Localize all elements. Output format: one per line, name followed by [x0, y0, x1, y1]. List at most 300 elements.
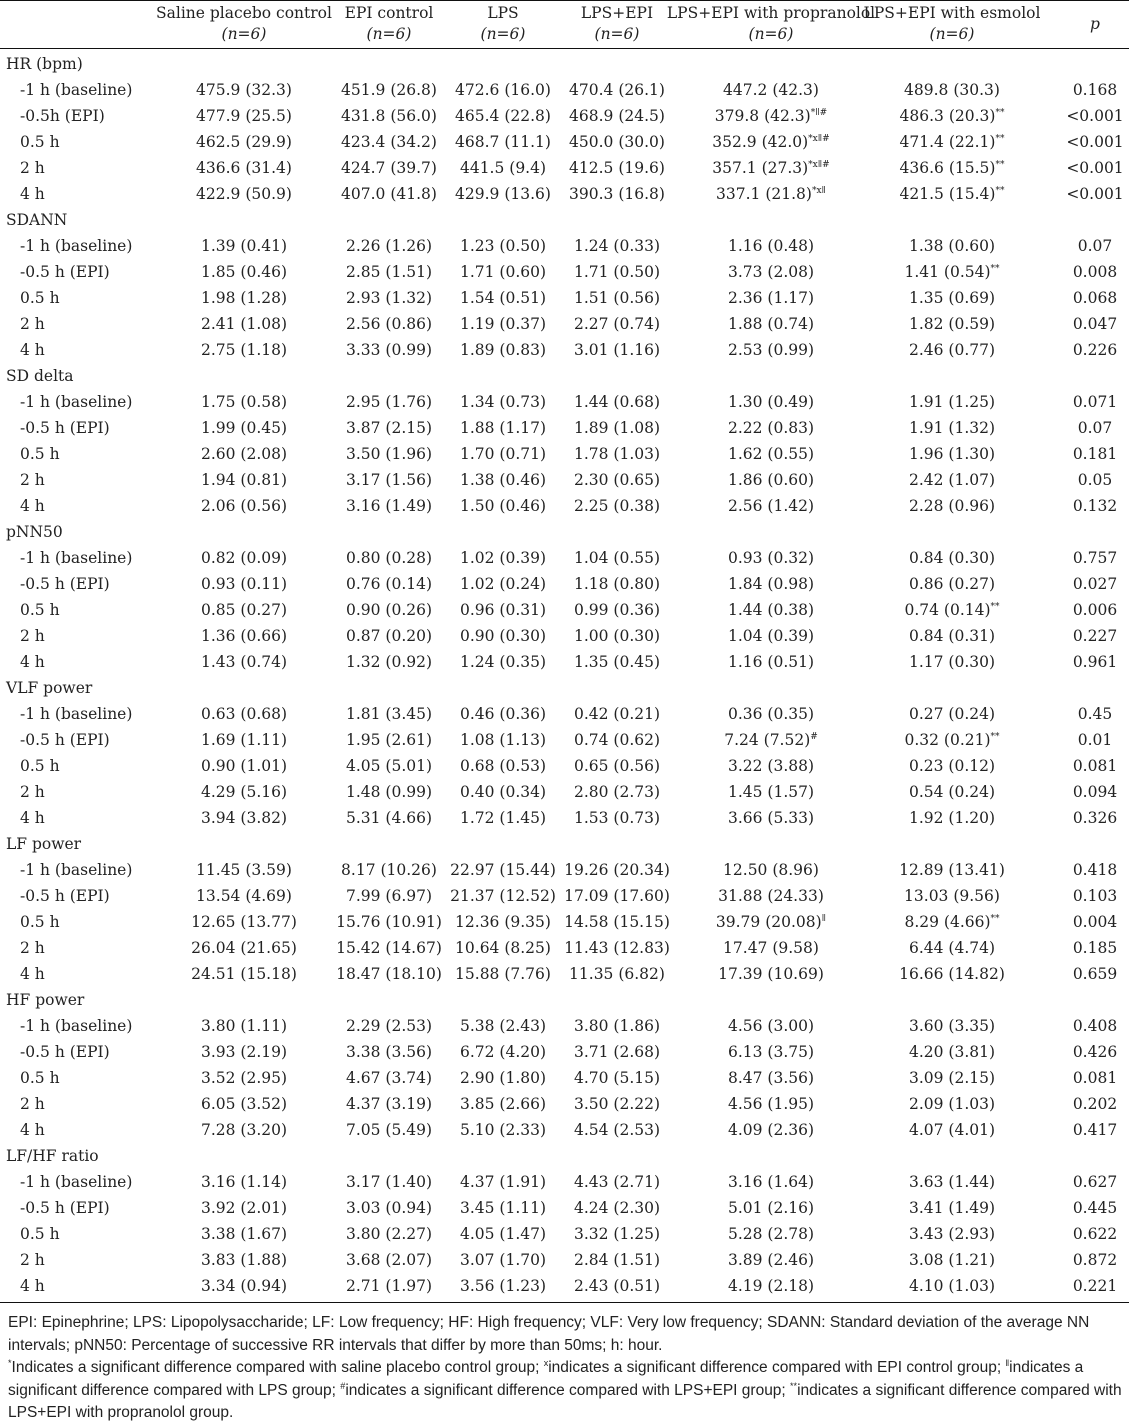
data-cell [681, 493, 861, 519]
significance-marker: *xǁ# [808, 134, 830, 144]
data-cell [527, 1221, 707, 1247]
table-row [0, 389, 1129, 415]
p-value: 0.202 [1072, 1095, 1118, 1113]
data-cell [862, 259, 1042, 285]
cell-value: 7.24 (7.52) [724, 731, 811, 749]
cell-value: 2.42 (1.07) [908, 471, 996, 489]
cell-value: 0.90 (1.01) [200, 757, 288, 775]
table-row [0, 1247, 1129, 1273]
table-footnotes [8, 1312, 1123, 1425]
cell-value: 3.93 (2.19) [200, 1043, 288, 1061]
row-label: 2 h [20, 939, 45, 957]
cell-value: 2.60 (2.08) [200, 445, 288, 463]
significance-marker: ** [995, 160, 1005, 170]
cell-value: 1.43 (0.74) [200, 653, 288, 671]
cell-value: 0.87 (0.20) [345, 627, 433, 645]
cell-value: 14.58 (15.15) [564, 913, 670, 931]
table-row [0, 649, 1129, 675]
cell-value: 3.09 (2.15) [908, 1069, 996, 1087]
data-cell [527, 441, 707, 467]
cell-value: 357.1 (27.3) [712, 159, 809, 177]
cell-value: 1.39 (0.41) [200, 237, 288, 255]
cell-value: 3.41 (1.49) [908, 1199, 996, 1217]
data-cell [681, 961, 861, 987]
cell-value: 5.10 (2.33) [459, 1121, 547, 1139]
cell-value: 1.72 (1.45) [459, 809, 547, 827]
data-cell [681, 545, 861, 571]
data-cell [862, 233, 1042, 259]
cell-value: 337.1 (21.8) [716, 185, 812, 203]
cell-value: 1.45 (1.57) [727, 783, 815, 801]
cell-value: 1.95 (2.61) [345, 731, 433, 749]
table-row [0, 701, 1129, 727]
table-row [0, 909, 1129, 935]
cell-value: 0.85 (0.27) [200, 601, 288, 619]
cell-value: 1.38 (0.46) [459, 471, 547, 489]
p-value: 0.004 [1072, 913, 1118, 931]
cell-value: 2.46 (0.77) [908, 341, 996, 359]
cell-value: 2.26 (1.26) [345, 237, 433, 255]
p-value: 0.094 [1072, 783, 1118, 801]
cell-value: 3.17 (1.56) [345, 471, 433, 489]
row-label: 4 h [20, 185, 45, 203]
column-title: Saline placebo control [156, 4, 332, 22]
row-label: 0.5 h [20, 601, 60, 619]
row-label: 4 h [20, 497, 45, 515]
cell-value: 4.10 (1.03) [908, 1277, 996, 1295]
cell-value: 8.47 (3.56) [727, 1069, 815, 1087]
section-label: HF power [6, 991, 85, 1009]
data-cell [527, 181, 707, 207]
cell-value: 2.56 (1.42) [727, 497, 815, 515]
table-row [0, 493, 1129, 519]
table-row [0, 545, 1129, 571]
table-row [0, 883, 1129, 909]
cell-value: 3.73 (2.08) [727, 263, 815, 281]
data-cell [681, 935, 861, 961]
cell-value: 3.38 (3.56) [345, 1043, 433, 1061]
cell-value: 3.80 (2.27) [345, 1225, 433, 1243]
cell-value: 468.7 (11.1) [455, 133, 551, 151]
cell-value: 3.50 (2.22) [573, 1095, 661, 1113]
data-cell [681, 623, 861, 649]
data-cell [527, 805, 707, 831]
data-cell [862, 415, 1042, 441]
cell-value: 2.41 (1.08) [200, 315, 288, 333]
cell-value: 1.88 (1.17) [459, 419, 547, 437]
data-cell [681, 77, 861, 103]
cell-value: 3.60 (3.35) [908, 1017, 996, 1035]
data-cell [527, 1091, 707, 1117]
p-value: <0.001 [1066, 107, 1124, 125]
cell-value: 11.45 (3.59) [196, 861, 292, 879]
cell-value: 1.48 (0.99) [345, 783, 433, 801]
cell-value: 1.35 (0.45) [573, 653, 661, 671]
cell-value: 11.43 (12.83) [564, 939, 670, 957]
cell-value: 1.82 (0.59) [908, 315, 996, 333]
cell-value: 3.56 (1.23) [459, 1277, 547, 1295]
data-cell [681, 311, 861, 337]
data-cell [681, 233, 861, 259]
cell-value: 0.42 (0.21) [573, 705, 661, 723]
cell-value: 7.28 (3.20) [200, 1121, 288, 1139]
cell-value: 12.89 (13.41) [899, 861, 1005, 879]
cell-value: 0.86 (0.27) [908, 575, 996, 593]
column-n: (n=6) [366, 25, 412, 43]
cell-value: 1.88 (0.74) [727, 315, 815, 333]
cell-value: 1.19 (0.37) [459, 315, 547, 333]
cell-value: 0.32 (0.21) [904, 731, 991, 749]
cell-value: 15.42 (14.67) [336, 939, 442, 957]
data-cell [862, 129, 1042, 155]
cell-value: 4.29 (5.16) [200, 783, 288, 801]
cell-value: 12.36 (9.35) [455, 913, 551, 931]
row-label: -1 h (baseline) [20, 705, 133, 723]
cell-value: 6.05 (3.52) [200, 1095, 288, 1113]
cell-value: 10.64 (8.25) [455, 939, 551, 957]
data-cell [862, 493, 1042, 519]
data-cell [862, 779, 1042, 805]
significance-marker: ** [995, 134, 1005, 144]
significance-marker: *ǁ# [810, 108, 828, 118]
cell-value: 4.54 (2.53) [573, 1121, 661, 1139]
cell-value: 1.86 (0.60) [727, 471, 815, 489]
cell-value: 0.84 (0.30) [908, 549, 996, 567]
row-label: 2 h [20, 627, 45, 645]
cell-value: 1.96 (1.30) [908, 445, 996, 463]
data-cell [681, 857, 861, 883]
cell-value: 6.13 (3.75) [727, 1043, 815, 1061]
header-rule [0, 48, 1129, 49]
data-cell [527, 1065, 707, 1091]
p-value: 0.227 [1072, 627, 1118, 645]
cell-value: 1.04 (0.55) [573, 549, 661, 567]
table-row [0, 597, 1129, 623]
data-cell [681, 1221, 861, 1247]
row-label: 0.5 h [20, 757, 60, 775]
data-cell [681, 1091, 861, 1117]
row-label: 2 h [20, 783, 45, 801]
data-cell [527, 649, 707, 675]
cell-value: 3.08 (1.21) [908, 1251, 996, 1269]
table-row [0, 857, 1129, 883]
table-row [0, 259, 1129, 285]
row-label: 4 h [20, 653, 45, 671]
row-label: -1 h (baseline) [20, 237, 133, 255]
table-row [0, 129, 1129, 155]
cell-value: 1.50 (0.46) [459, 497, 547, 515]
data-cell [527, 857, 707, 883]
cell-value: 3.16 (1.49) [345, 497, 433, 515]
data-cell [862, 1195, 1042, 1221]
p-value: 0.418 [1072, 861, 1118, 879]
cell-value: 1.02 (0.24) [459, 575, 547, 593]
cell-value: 1.89 (1.08) [573, 419, 661, 437]
cell-value: 2.29 (2.53) [345, 1017, 433, 1035]
table-row [0, 77, 1129, 103]
cell-value: 3.01 (1.16) [573, 341, 661, 359]
cell-value: 3.50 (1.96) [345, 445, 433, 463]
cell-value: 465.4 (22.8) [455, 107, 551, 125]
cell-value: 0.40 (0.34) [459, 783, 547, 801]
table-row [0, 1273, 1129, 1299]
cell-value: 3.52 (2.95) [200, 1069, 288, 1087]
cell-value: 26.04 (21.65) [191, 939, 297, 957]
data-cell [681, 129, 861, 155]
table-row [0, 1013, 1129, 1039]
cell-value: 19.26 (20.34) [564, 861, 670, 879]
data-cell [862, 155, 1042, 181]
table-row [0, 1195, 1129, 1221]
cell-value: 390.3 (16.8) [569, 185, 665, 203]
significance-marker: ** [990, 732, 1000, 742]
top-rule [0, 0, 1129, 1]
footnote-text: indicates a significant difference compared with EPI control group; [548, 1359, 1006, 1376]
cell-value: 1.17 (0.30) [908, 653, 996, 671]
cell-value: 3.07 (1.70) [459, 1251, 547, 1269]
cell-value: 2.75 (1.18) [200, 341, 288, 359]
data-cell [681, 285, 861, 311]
row-label: 4 h [20, 1121, 45, 1139]
p-value: 0.622 [1072, 1225, 1118, 1243]
p-value: 0.081 [1072, 757, 1118, 775]
data-cell [527, 155, 707, 181]
footnote-text: indicates a significant difference compared with LPS+EPI group; [345, 1381, 791, 1399]
cell-value: 5.01 (2.16) [727, 1199, 815, 1217]
table-row [0, 571, 1129, 597]
cell-value: 429.9 (13.6) [455, 185, 551, 203]
column-title: LPS+EPI with propranolol [666, 4, 876, 22]
cell-value: 7.05 (5.49) [345, 1121, 433, 1139]
row-label: -0.5 h (EPI) [20, 887, 110, 905]
significance-marker: ** [990, 914, 1000, 924]
data-cell [527, 415, 707, 441]
cell-value: 1.23 (0.50) [459, 237, 547, 255]
data-cell [862, 389, 1042, 415]
data-cell [527, 493, 707, 519]
data-cell [527, 883, 707, 909]
column-n: (n=6) [480, 25, 526, 43]
data-cell [862, 961, 1042, 987]
cell-value: 2.36 (1.17) [727, 289, 815, 307]
significance-marker: ** [995, 108, 1005, 118]
cell-value: 407.0 (41.8) [341, 185, 437, 203]
table-row [0, 311, 1129, 337]
cell-value: 1.08 (1.13) [459, 731, 547, 749]
data-cell [527, 935, 707, 961]
p-value: 0.445 [1072, 1199, 1118, 1217]
row-label: 4 h [20, 965, 45, 983]
cell-value: 4.37 (3.19) [345, 1095, 433, 1113]
row-label: -1 h (baseline) [20, 1017, 133, 1035]
significance-marker: ǁ [821, 914, 827, 924]
cell-value: 4.05 (5.01) [345, 757, 433, 775]
cell-value: 1.71 (0.60) [459, 263, 547, 281]
row-label: 2 h [20, 1095, 45, 1113]
data-cell [527, 1013, 707, 1039]
row-label: -0.5 h (EPI) [20, 1043, 110, 1061]
data-cell [862, 1091, 1042, 1117]
section-row [0, 987, 1129, 1013]
cell-value: 4.19 (2.18) [727, 1277, 815, 1295]
column-n: (n=6) [221, 25, 267, 43]
data-cell [681, 155, 861, 181]
row-label: 2 h [20, 315, 45, 333]
footnote-symbol: ** [790, 1380, 798, 1391]
significance-note [8, 1357, 1123, 1425]
data-cell [527, 1195, 707, 1221]
significance-marker: ** [990, 264, 1000, 274]
table-row [0, 779, 1129, 805]
cell-value: 2.25 (0.38) [573, 497, 661, 515]
cell-value: 1.36 (0.66) [200, 627, 288, 645]
cell-value: 3.38 (1.67) [200, 1225, 288, 1243]
cell-value: 3.80 (1.11) [200, 1017, 288, 1035]
cell-value: 3.45 (1.11) [459, 1199, 547, 1217]
p-value: 0.008 [1072, 263, 1118, 281]
row-label: 0.5 h [20, 133, 60, 151]
p-value: 0.168 [1072, 81, 1118, 99]
cell-value: 470.4 (26.1) [569, 81, 665, 99]
row-label: 0.5 h [20, 1069, 60, 1087]
cell-value: 4.70 (5.15) [573, 1069, 661, 1087]
cell-value: 1.62 (0.55) [727, 445, 815, 463]
cell-value: 1.30 (0.49) [727, 393, 815, 411]
cell-value: 1.91 (1.25) [908, 393, 996, 411]
cell-value: 0.99 (0.36) [573, 601, 661, 619]
row-label: 2 h [20, 471, 45, 489]
cell-value: 1.98 (1.28) [200, 289, 288, 307]
p-value: 0.081 [1072, 1069, 1118, 1087]
p-value: <0.001 [1066, 133, 1124, 151]
section-row [0, 831, 1129, 857]
data-cell [681, 1169, 861, 1195]
cell-value: 1.24 (0.33) [573, 237, 661, 255]
cell-value: 4.24 (2.30) [573, 1199, 661, 1217]
cell-value: 15.76 (10.91) [336, 913, 442, 931]
p-value: 0.068 [1072, 289, 1118, 307]
cell-value: 31.88 (24.33) [718, 887, 824, 905]
cell-value: 468.9 (24.5) [569, 107, 665, 125]
significance-marker: ** [990, 602, 1000, 612]
cell-value: 1.35 (0.69) [908, 289, 996, 307]
data-cell [527, 909, 707, 935]
cell-value: 3.89 (2.46) [727, 1251, 815, 1269]
table-row [0, 285, 1129, 311]
cell-value: 1.04 (0.39) [727, 627, 815, 645]
cell-value: 1.16 (0.48) [727, 237, 815, 255]
cell-value: 3.43 (2.93) [908, 1225, 996, 1243]
cell-value: 12.50 (8.96) [723, 861, 819, 879]
data-cell [681, 467, 861, 493]
cell-value: 2.93 (1.32) [345, 289, 433, 307]
cell-value: 5.38 (2.43) [459, 1017, 547, 1035]
data-cell [681, 597, 861, 623]
cell-value: 2.30 (0.65) [573, 471, 661, 489]
data-cell [681, 1013, 861, 1039]
data-cell [681, 337, 861, 363]
p-value: 0.01 [1077, 731, 1113, 749]
cell-value: 4.05 (1.47) [459, 1225, 547, 1243]
row-label: -0.5 h (EPI) [20, 575, 110, 593]
data-cell [862, 727, 1042, 753]
cell-value: 3.33 (0.99) [345, 341, 433, 359]
data-cell [862, 623, 1042, 649]
p-value: 0.408 [1072, 1017, 1118, 1035]
cell-value: 12.65 (13.77) [191, 913, 297, 931]
cell-value: 3.68 (2.07) [345, 1251, 433, 1269]
cell-value: 4.09 (2.36) [727, 1121, 815, 1139]
cell-value: 3.03 (0.94) [345, 1199, 433, 1217]
cell-value: 13.03 (9.56) [904, 887, 1000, 905]
data-cell [862, 883, 1042, 909]
cell-value: 4.56 (3.00) [727, 1017, 815, 1035]
cell-value: 17.09 (17.60) [564, 887, 670, 905]
data-cell [527, 233, 707, 259]
data-cell [681, 571, 861, 597]
cell-value: 2.71 (1.97) [345, 1277, 433, 1295]
footnote-text: indicates a significant difference compared with LPS+EPI with propranolol group. [8, 1381, 1122, 1421]
cell-value: 2.84 (1.51) [573, 1251, 661, 1269]
cell-value: 3.71 (2.68) [573, 1043, 661, 1061]
p-value: <0.001 [1066, 185, 1124, 203]
cell-value: 2.80 (2.73) [573, 783, 661, 801]
table-row [0, 467, 1129, 493]
cell-value: 3.66 (5.33) [727, 809, 815, 827]
cell-value: 24.51 (15.18) [191, 965, 297, 983]
cell-value: 489.8 (30.3) [904, 81, 1000, 99]
significance-marker: ** [995, 186, 1005, 196]
cell-value: 0.74 (0.62) [573, 731, 661, 749]
data-cell [527, 337, 707, 363]
cell-value: 39.79 (20.08) [715, 913, 822, 931]
cell-value: 22.97 (15.44) [450, 861, 556, 879]
p-value: 0.185 [1072, 939, 1118, 957]
cell-value: 3.16 (1.14) [200, 1173, 288, 1191]
cell-value: 1.38 (0.60) [908, 237, 996, 255]
column-n: (n=6) [748, 25, 794, 43]
row-label: -0.5 h (EPI) [20, 419, 110, 437]
data-cell [862, 103, 1042, 129]
cell-value: 0.63 (0.68) [200, 705, 288, 723]
cell-value: 1.51 (0.56) [573, 289, 661, 307]
cell-value: 3.83 (1.88) [200, 1251, 288, 1269]
data-cell [681, 1039, 861, 1065]
data-cell [862, 311, 1042, 337]
cell-value: 1.78 (1.03) [573, 445, 661, 463]
row-label: -0.5h (EPI) [20, 107, 105, 125]
data-cell [862, 545, 1042, 571]
cell-value: 3.22 (3.88) [727, 757, 815, 775]
cell-value: 0.68 (0.53) [459, 757, 547, 775]
table-row [0, 961, 1129, 987]
cell-value: 1.24 (0.35) [459, 653, 547, 671]
cell-value: 0.90 (0.26) [345, 601, 433, 619]
p-value: 0.05 [1077, 471, 1113, 489]
section-row [0, 207, 1129, 233]
p-value: 0.027 [1072, 575, 1118, 593]
cell-value: 3.87 (2.15) [345, 419, 433, 437]
cell-value: 0.90 (0.30) [459, 627, 547, 645]
cell-value: 15.88 (7.76) [455, 965, 551, 983]
cell-value: 3.16 (1.64) [727, 1173, 815, 1191]
data-cell [681, 909, 861, 935]
cell-value: 0.27 (0.24) [908, 705, 996, 723]
cell-value: 423.4 (34.2) [341, 133, 437, 151]
data-cell [681, 1065, 861, 1091]
data-cell [862, 1247, 1042, 1273]
data-cell [862, 77, 1042, 103]
